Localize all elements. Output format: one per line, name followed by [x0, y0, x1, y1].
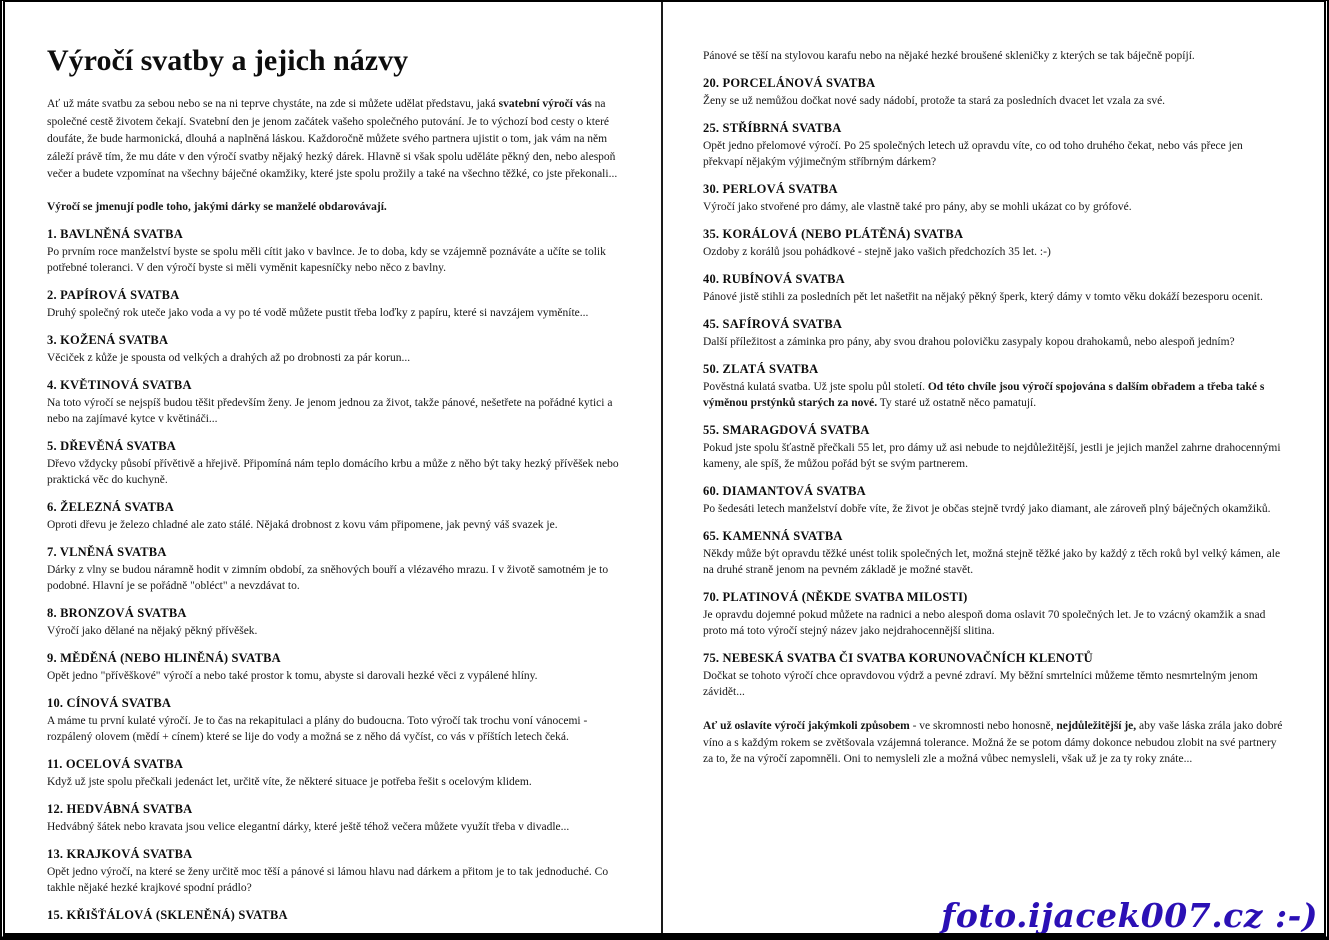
anniversary-item-body-segment: Od této chvíle jsou výročí spojována s dalším obřadem a třeba také s výměnou prstýnků starých za nové.	[703, 381, 1265, 409]
anniversary-item-heading: 50. ZLATÁ SVATBA	[703, 362, 819, 376]
list-item	[703, 361, 1285, 411]
anniversary-item-heading: 15. KŘIŠŤÁLOVÁ (SKLENĚNÁ) SVATBA	[47, 907, 288, 922]
anniversary-item-body: Opět jedno přelomové výročí. Po 25 společných letech už opravdu víte, co od toho druhého čekat, nebo vás přece jen překvapí nějakým výjimečným stříbrným dárkem?	[703, 140, 1243, 168]
list-item	[47, 438, 627, 488]
anniversary-item-body: Někdy může být opravdu těžké unést tolik společných let, možná stejně těžké jako by každý z těch roků byl velký kámen, ale na druhé straně jenom na pevném základě je možné stavět.	[703, 548, 1281, 576]
closing-bold-start: Ať už oslavíte výročí jakýmkoli způsobem	[703, 720, 910, 732]
anniversary-item-body: Výročí jako dělané na nějaký pěkný přívěšek.	[47, 624, 258, 637]
list-item	[47, 332, 627, 366]
list-item	[703, 120, 1285, 170]
list-item	[703, 181, 1285, 215]
column-divider	[661, 2, 663, 933]
anniversary-item-body: Hedvábný šátek nebo kravata jsou velice elegantní dárky, které ještě téhož večera můžete využít třeba v divadle...	[47, 820, 570, 833]
list-item	[47, 499, 627, 533]
anniversary-item-heading: 6. ŽELEZNÁ SVATBA	[47, 499, 174, 514]
anniversary-item-heading: 8. BRONZOVÁ SVATBA	[47, 605, 187, 620]
list-item	[703, 528, 1285, 578]
anniversary-item-heading: 3. KOŽENÁ SVATBA	[47, 332, 169, 347]
anniversary-item-heading: 7. VLNĚNÁ SVATBA	[47, 544, 167, 559]
anniversary-item-heading: 55. SMARAGDOVÁ SVATBA	[703, 423, 870, 437]
intro-text-end: na společné cestě životem čekají. Svatební den je jenom začátek vašeho společného putování. Je to výchozí bod cesty o které doufáte, že bude harmonická, dlouhá a naplněná láskou. Každoročně můžete svého partnera ujistit o tom, jak vám na něm záleží právě tím, že mu dáte v den výročí svatby nějaký hezký dárek. Hlavně si však spolu uděláte pěkný den, nebo alespoň večer a budete vzpomínat na všechny báječné okamžiky, které jste spolu prožily a také na všechno těžké, co jste překonali...	[47, 98, 618, 180]
intro-text-bold: svatební výročí vás	[498, 98, 592, 110]
anniversary-item-heading: 9. MĚDĚNÁ (NEBO HLINĚNÁ) SVATBA	[47, 650, 281, 665]
anniversary-item-body: Druhý společný rok uteče jako voda a vy po té vodě můžete pustit třeba loďky z papíru, které si navzájem vyměníte...	[47, 306, 589, 319]
anniversary-item-heading: 2. PAPÍROVÁ SVATBA	[47, 287, 180, 302]
list-item	[47, 226, 627, 276]
anniversary-item-body: Další příležitost a záminka pro pány, aby svou drahou polovičku zasypaly kopou drahokamů, nebo alespoň jedním?	[703, 336, 1235, 348]
item-15-continuation-text: Pánové se těší na stylovou karafu nebo na nějaké hezké broušené skleničky z kterých se tak báječně popíjí.	[703, 50, 1195, 62]
anniversary-item-body: Opět jedno výročí, na které se ženy určitě moc těší a pánové si lámou hlavu nad dárkem a přitom je to tak jednoduché. Co takhle nějaké hezké krajkové spodní prádlo?	[47, 865, 609, 894]
anniversary-item-heading: 40. RUBÍNOVÁ SVATBA	[703, 272, 845, 286]
anniversary-item-heading: 13. KRAJKOVÁ SVATBA	[47, 846, 193, 861]
anniversary-item-body	[703, 379, 1285, 411]
closing-text-mid: - ve skromnosti nebo honosně,	[909, 720, 1057, 732]
anniversary-item-body: A máme tu první kulaté výročí. Je to čas na rekapitulaci a plány do budoucna. Toto výročí tak trochu voní vánocemi - rozpálený olovem (mědí + cínem) které se lije do vody a možná se z něho dá vyčíst, co vás v příštích letech čeká.	[47, 714, 588, 743]
list-item	[47, 846, 627, 896]
anniversary-list-right	[703, 75, 1285, 700]
list-item	[703, 589, 1285, 639]
anniversary-item-body: Po prvním roce manželství byste se spolu měli cítit jako v bavlnce. Je to doba, kdy se vzájemně poznáváte a učíte se tolik potřebné toleranci. V den výročí byste si měli vyměnit kapesníčky nebo něco z bavlny.	[47, 245, 606, 274]
list-item	[47, 377, 627, 427]
anniversary-item-heading: 12. HEDVÁBNÁ SVATBA	[47, 801, 193, 816]
anniversary-item-body: Oproti dřevu je železo chladné ale zato stálé. Nějaká drobnost z kovu vám připomene, jak pevný váš svazek je.	[47, 518, 558, 531]
list-item	[47, 605, 627, 639]
intro-note: Výročí se jmenují podle toho, jakými dárky se manželé obdarovávají.	[47, 200, 387, 213]
anniversary-item-body: Ozdoby z korálů jsou pohádkové - stejně jako vašich předchozích 35 let. :-)	[703, 246, 1051, 258]
anniversary-item-heading: 35. KORÁLOVÁ (NEBO PLÁTĚNÁ) SVATBA	[703, 227, 964, 241]
anniversary-item-body: Dárky z vlny se budou náramně hodit v zimním období, za sněhových bouří a vlézavého mrazu. I v životě samotném je to podobné. Hlavní je se pořádně "obléct" a nevzdávat to.	[47, 563, 609, 592]
list-item	[47, 650, 627, 684]
intro-paragraph	[47, 96, 627, 184]
closing-text-end: aby vaše láska zrála jako dobré víno a s každým rokem se zvětšovala vzájemná tolerance. Možná že se potom dámy dokonce nebudou zlobit na své partnery za to, že na výročí zapomněli. Oni to nemysleli zle a možná vůbec nemysleli, však už je za ty roky znáte...	[703, 720, 1283, 765]
page-title: Výročí svatby a jejich názvy	[47, 44, 409, 77]
list-item	[703, 75, 1285, 109]
list-item	[703, 271, 1285, 305]
list-item	[703, 483, 1285, 517]
anniversary-item-body: Ženy se už nemůžou dočkat nové sady nádobí, protože ta stará za posledních dvacet let vzala za své.	[703, 95, 1166, 107]
list-item	[703, 650, 1285, 700]
anniversary-item-body: Je opravdu dojemné pokud můžete na radnici a nebo alespoň doma oslavit 70 společných let. Je to vzácný okamžik a snad proto má toto výročí stejný název jako nejdrahocennější slitina.	[703, 609, 1266, 637]
watermark: foto.ijacek007.cz :-)	[941, 896, 1318, 935]
anniversary-item-heading: 4. KVĚTINOVÁ SVATBA	[47, 377, 192, 392]
anniversary-item-heading: 11. OCELOVÁ SVATBA	[47, 756, 184, 771]
right-column	[703, 2, 1285, 768]
list-item	[47, 801, 627, 835]
anniversary-item-heading: 60. DIAMANTOVÁ SVATBA	[703, 484, 866, 498]
anniversary-item-body: Pánové jistě stihli za posledních pět let našetřit na nějaký pěkný šperk, který dámy v tomto věku dokáží bezesporu ocenit.	[703, 291, 1263, 303]
closing-paragraph	[703, 718, 1285, 768]
anniversary-item-body: Pokud jste spolu šťastně přečkali 55 let, pro dámy už asi nebude to nejdůležitější, jestli je jejich manžel zahrne drahocennými kameny, ale spíš, že můžou pořád být se svým partnerem.	[703, 442, 1281, 470]
anniversary-item-heading: 65. KAMENNÁ SVATBA	[703, 529, 843, 543]
anniversary-item-heading: 30. PERLOVÁ SVATBA	[703, 182, 838, 196]
closing-bold-mid: nejdůležitější je,	[1056, 720, 1137, 732]
anniversary-item-heading: 1. BAVLNĚNÁ SVATBA	[47, 226, 183, 241]
anniversary-list-left	[47, 226, 627, 924]
list-item	[47, 287, 627, 321]
anniversary-item-heading: 10. CÍNOVÁ SVATBA	[47, 695, 172, 710]
anniversary-item-body: Opět jedno "přívěškové" výročí a nebo také prostor k tomu, abyste si darovali hezké věci z vypálené hlíny.	[47, 669, 538, 682]
anniversary-item-body: Dočkat se tohoto výročí chce opravdovou výdrž a pevné zdraví. My běžní smrtelníci můžeme těmto nesmrtelným jenom závidět...	[703, 670, 1258, 698]
anniversary-item-body: Když už jste spolu přečkali jedenáct let, určitě víte, že některé situace je potřeba řešit s ocelovým klidem.	[47, 775, 532, 788]
list-item	[47, 907, 627, 924]
anniversary-item-body-segment: Pověstná kulatá svatba. Už jste spolu půl století.	[703, 381, 928, 393]
intro-text-start: Ať už máte svatbu za sebou nebo se na ni teprve chystáte, na zde si můžete udělat představu, jaká	[47, 98, 499, 110]
anniversary-item-body: Dřevo vždycky působí přívětivě a hřejivě. Připomíná nám teplo domácího krbu a může z něho být taky hezký přívěšek nebo praktická věc do kuchyně.	[47, 457, 619, 486]
anniversary-item-heading: 75. NEBESKÁ SVATBA ČI SVATBA KORUNOVAČNÍCH KLENOTŮ	[703, 651, 1093, 665]
anniversary-item-heading: 25. STŘÍBRNÁ SVATBA	[703, 121, 842, 135]
anniversary-item-body: Věciček z kůže je spousta od velkých a drahých až po drobnosti za pár korun...	[47, 351, 411, 364]
list-item	[703, 422, 1285, 472]
anniversary-item-body: Výročí jako stvořené pro dámy, ale vlastně také pro pány, aby se mohli ukázat co by grófové.	[703, 201, 1132, 213]
anniversary-item-body: Po šedesáti letech manželství dobře víte, že život je občas stejně tvrdý jako diamant, ale zároveň plný báječných okamžiků.	[703, 503, 1271, 515]
anniversary-item-heading: 20. PORCELÁNOVÁ SVATBA	[703, 76, 876, 90]
list-item	[47, 695, 627, 745]
list-item	[47, 756, 627, 790]
left-column	[47, 2, 627, 925]
anniversary-item-heading: 45. SAFÍROVÁ SVATBA	[703, 317, 843, 331]
list-item	[47, 544, 627, 594]
anniversary-item-heading: 70. PLATINOVÁ (NĚKDE SVATBA MILOSTI)	[703, 590, 968, 604]
list-item	[703, 316, 1285, 350]
list-item	[703, 226, 1285, 260]
anniversary-item-body-segment: Ty staré už ostatně něco pamatují.	[877, 397, 1037, 409]
anniversary-item-heading: 5. DŘEVĚNÁ SVATBA	[47, 438, 177, 453]
anniversary-item-body: Na toto výročí se nejspíš budou těšit především ženy. Je jenom jednou za život, takže pánové, nešetřete na pořádné kytici a nebo na zajímavé kytce v květináči...	[47, 396, 613, 425]
